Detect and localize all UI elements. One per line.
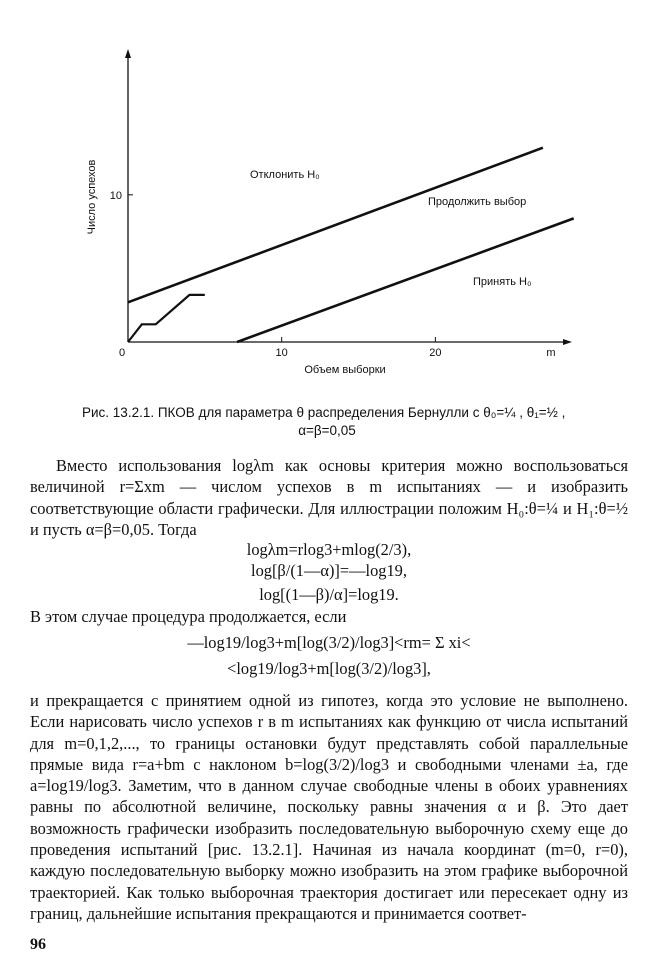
chart-series (128, 148, 574, 342)
series-line-sample-path (128, 295, 205, 342)
y-tick-label: 10 (109, 189, 122, 202)
annotation-reject-h0: Отклонить H₀ (250, 169, 320, 181)
x-tick-label: 20 (429, 347, 442, 359)
formula-5: <log19/log3+m[log(3/2)/log3], (227, 659, 431, 678)
formula-4: —log19/log3+m[log(3/2)/log3]<rm= Σ xi< (187, 633, 471, 652)
x-tick-label: 0 (118, 347, 126, 359)
paragraph-1: Вместо использования logλm как основы критерия можно воспользоваться величиной r=Σxm — числом успехов в m испытаниях — и изобразить соответствующие области графически. Для иллюстрации положим H₀:θ=¼ и H₁:θ=½ и пусть α=β=0,05. Тогда (30, 456, 628, 539)
formula-1: logλm=rlog3+mlog(2/3), (246, 540, 412, 559)
paragraph-3: и прекращается с принятием одной из гипотез, когда это условие не выполнено. Если нарисовать число успехов r в m испытаниях как функцию от числа испытаний для m=0,1,2,..., то границы остановки будут представлять собой параллельные прямые вида r=a+bm с наклоном b=log(3/2)/log3 и свободными членами ±a, где a=log19/log3. Заметим, что в данном случае свободные члены в обоих уравнениях равны по абсолютной величине, поскольку равны значения α и β. Это дает возможность графически изобразить последовательную выборочную схему еще до проведения испытаний [рис. 13.2.1]. Начиная из начала координат (m=0, r=0), каждую последовательную выборку можно изобразить на этом графике выборочной траекторией. Как только выборочная траектория достигает или пересекает одну из границ, дальнейшие испытания прекращаются и принимается соответ- (30, 691, 628, 923)
paragraph-2: В этом случае процедура продолжается, если (30, 607, 347, 626)
page-number: 96 (30, 936, 46, 953)
chart-ticks (110, 190, 556, 359)
annotation-continue-sampling: Продолжить выбор (428, 196, 527, 208)
x-axis-label: Объем выборки (304, 364, 386, 376)
x-tick-label-m: m (546, 347, 556, 359)
figure-caption (82, 404, 642, 440)
y-axis-arrow (125, 49, 131, 58)
chart (0, 0, 650, 400)
formula-3: log[(1—β)/α]=log19. (259, 585, 399, 604)
formula-2: log[β/(1—α)]=—log19, (251, 561, 407, 580)
x-axis-arrow (563, 339, 572, 345)
y-axis-label: Число успехов (86, 159, 98, 235)
caption-line-1: Рис. 13.2.1. ПКОВ для параметра θ распределения Бернулли с θ₀=¼ , θ₁=½ , (82, 405, 566, 420)
x-tick-label: 10 (275, 347, 288, 359)
caption-line-2: α=β=0,05 (298, 423, 356, 438)
annotation-accept-h0: Принять H₀ (473, 276, 532, 288)
